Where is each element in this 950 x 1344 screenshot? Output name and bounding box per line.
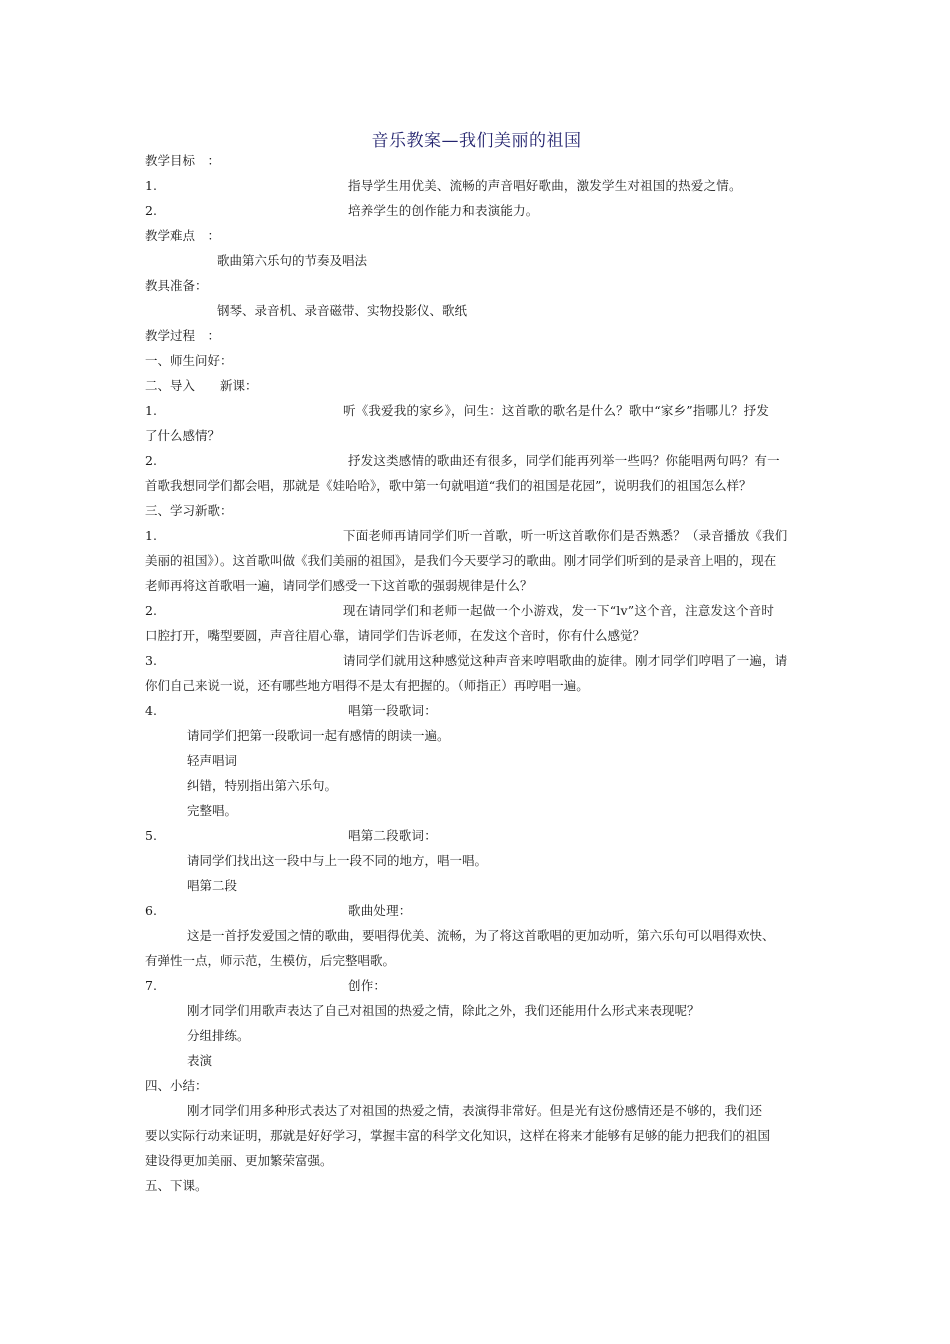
learn-item-1: 1. 下面老师再请同学们听一首歌，听一听这首歌你们是否熟悉？（录音播放《我们 [145,523,808,548]
summary-line-2: 要以实际行动来证明，那就是好好学习，掌握丰富的科学文化知识，这样在将来才能够有足够的能力把我们的祖国 [145,1128,771,1143]
item-number: 7. [145,978,157,993]
item-number: 3. [145,653,157,668]
learn-item-6: 6. 歌曲处理： [145,898,808,923]
learn-item-3: 3. 请同学们就用这种感觉这种声音来哼唱歌曲的旋律。刚才同学们哼唱了一遍，请 [145,648,808,673]
learn-item-5-step-a: 请同学们找出这一段中与上一段不同的地方，唱一唱。 [187,853,488,868]
summary-line-1: 刚才同学们用多种形式表达了对祖国的热爱之情，表演得非常好。但是光有这份感情还是不够的，我们还 [187,1103,763,1118]
summary-line-3: 建设得更加美丽、更加繁荣富强。 [145,1153,333,1168]
item-number: 2. [145,203,157,218]
learn-item-4: 4. 唱第一段歌词： [145,698,808,723]
learn-item-5-step-b: 唱第二段 [187,878,238,893]
learn-item-6-cont: 有弹性一点，师示范，生模仿，后完整唱歌。 [145,953,396,968]
section-5-heading: 五、下课。 [145,1178,208,1193]
learn-item-4-step-b: 轻声唱词 [187,753,238,768]
learn-item-7-step-c: 表演 [187,1053,213,1068]
item-number: 2. [145,603,157,618]
intro-item-2-cont: 首歌我想同学们都会唱，那就是《娃哈哈》，歌中第一句就唱道“我们的祖国是花园”，说明我们的祖国怎么样？ [145,478,752,493]
item-number: 2. [145,453,157,468]
heading-teaching-difficulty: 教学难点 ： [145,228,221,243]
goal-item-1: 1. 指导学生用优美、流畅的声音唱好歌曲，激发学生对祖国的热爱之情。 [145,173,808,198]
section-4-heading: 四、小结： [145,1078,208,1093]
item-number: 6. [145,903,157,918]
intro-item-1: 1. 听《我爱我的家乡》，问生：这首歌的歌名是什么？歌中“家乡”指哪儿？抒发 [145,398,808,423]
learn-item-4-step-c: 纠错，特别指出第六乐句。 [187,778,338,793]
item-number: 4. [145,703,157,718]
item-number: 1. [145,528,157,543]
learn-item-6-text: 这是一首抒发爱国之情的歌曲，要唱得优美、流畅，为了将这首歌唱的更加动听，第六乐句可以唱得欢快、 [187,928,775,943]
learn-item-7-step-b: 分组排练。 [187,1028,250,1043]
learn-item-7-step-a: 刚才同学们用歌声表达了自己对祖国的热爱之情，除此之外，我们还能用什么形式来表现呢？ [187,1003,700,1018]
learn-item-2-cont: 口腔打开，嘴型要圆，声音往眉心靠，请同学们告诉老师，在发这个音时，你有什么感觉？ [145,628,646,643]
section-1-heading: 一、师生问好： [145,353,233,368]
item-number: 1. [145,178,157,193]
learn-item-2: 2. 现在请同学们和老师一起做一个小游戏，发一下“lv”这个音，注意发这个音时 [145,598,808,623]
goal-item-2: 2. 培养学生的创作能力和表演能力。 [145,198,808,223]
section-3-heading: 三、学习新歌： [145,503,233,518]
learn-item-1-cont-a: 美丽的祖国》）。这首歌叫做《我们美丽的祖国》，是我们今天要学习的歌曲。刚才同学们听到的是录音上唱的，现在 [145,553,777,568]
heading-teaching-tools: 教具准备： [145,278,208,293]
learn-item-1-cont-b: 老师再将这首歌唱一遍，请同学们感受一下这首歌的强弱规律是什么？ [145,578,533,593]
item-number: 5. [145,828,157,843]
learn-item-4-step-a: 请同学们把第一段歌词一起有感情的朗读一遍。 [187,728,450,743]
intro-item-1-cont: 了什么感情？ [145,428,221,443]
document-title: 音乐教案—我们美丽的祖国 [371,131,582,151]
heading-teaching-goals: 教学目标 ： [145,153,221,168]
section-2-heading: 二、导入 新课： [145,378,258,393]
learn-item-7: 7. 创作： [145,973,808,998]
learn-item-3-cont: 你们自己来说一说，还有哪些地方唱得不是太有把握的。（师指正）再哼唱一遍。 [145,678,589,693]
item-number: 1. [145,403,157,418]
tools-text: 钢琴、录音机、录音磁带、实物投影仪、歌纸 [217,303,468,318]
learn-item-4-step-d: 完整唱。 [187,803,238,818]
intro-item-2: 2. 抒发这类感情的歌曲还有很多，同学们能再列举一些吗？你能唱两句吗？有一 [145,448,808,473]
difficulty-text: 歌曲第六乐句的节奏及唱法 [217,253,368,268]
learn-item-5: 5. 唱第二段歌词： [145,823,808,848]
heading-teaching-process: 教学过程 ： [145,328,221,343]
